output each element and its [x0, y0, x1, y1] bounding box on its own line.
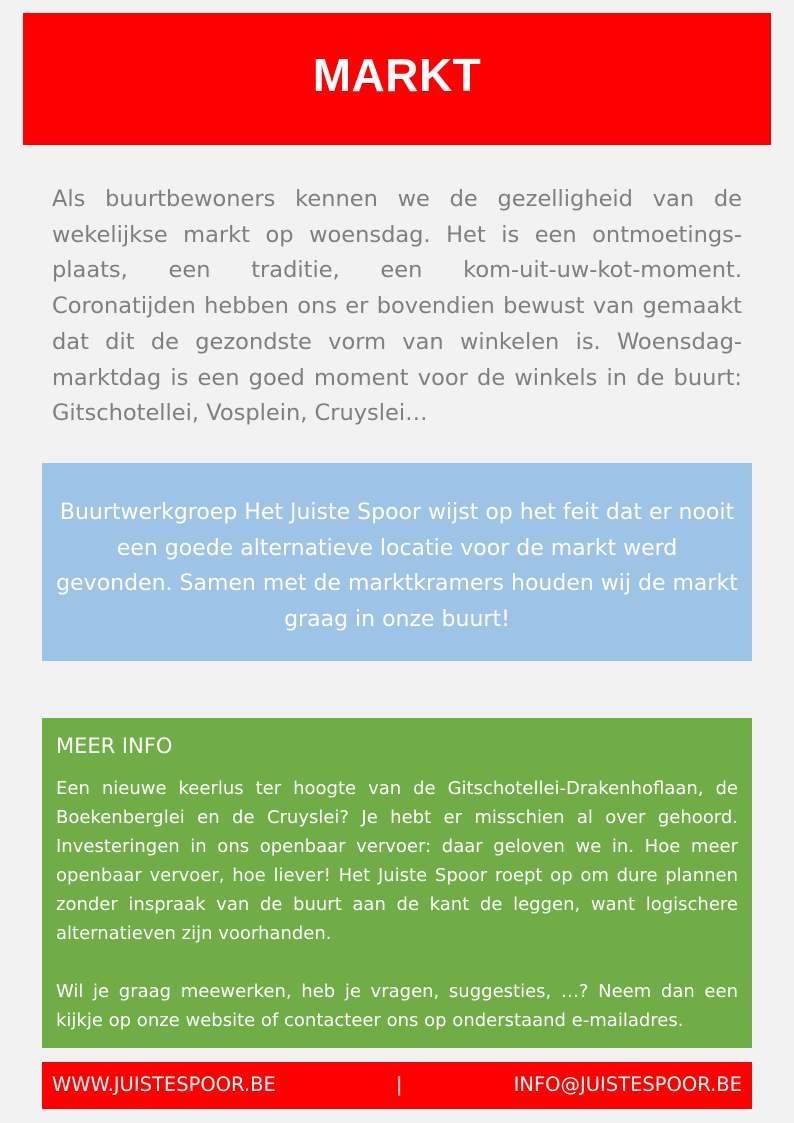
intro-paragraph: Als buurtbewoners kennen we de gezelligheid van de wekelijkse markt op woensdag. Het is een ontmoetings-plaats, een traditie, een kom-uit-uw-kot-moment. Coronatijden hebben ons er bovendien bewust van gemaakt dat dit de gezondste vorm van winkelen is. Woensdag-marktdag is een goed moment voor de winkels in de buurt: Gitschotellei, Vosplein, Cruyslei… — [52, 186, 742, 427]
title-banner — [23, 13, 771, 145]
footer-separator: | — [396, 1073, 403, 1096]
info-box — [42, 718, 752, 1048]
website-link[interactable]: WWW.JUISTESPOOR.BE — [52, 1073, 276, 1096]
email-link[interactable]: INFO@JUISTESPOOR.BE — [513, 1073, 742, 1096]
highlight-text: Buurtwerkgroep Het Juiste Spoor wijst op het feit dat er nooit een goede alternatieve locatie voor de markt werd gevonden. Samen met de marktkramers houden wij de markt graag in onze buurt! — [56, 500, 738, 632]
info-paragraph-2: Wil je graag meewerken, heb je vragen, suggesties, …? Neem dan een kijkje op onze website of contacteer ons op onderstaand e-mailadres. — [56, 981, 738, 1031]
highlight-box — [42, 463, 752, 661]
page-title: MARKT — [312, 49, 482, 101]
info-paragraph-1: Een nieuwe keerlus ter hoogte van de Gitschotellei-Drakenhoflaan, de Boekenberglei en de Cruyslei? Je hebt er misschien al over gehoord. Investeringen in ons openbaar vervoer: daar geloven we in. Hoe meer openbaar vervoer, hoe liever! Het Juiste Spoor roept op om dure plannen zonder inspraak van de buurt aan de kant de leggen, want logischere alternatieven zijn voorhanden. — [56, 778, 738, 944]
footer-bar — [42, 1062, 752, 1109]
info-heading: MEER INFO — [56, 734, 173, 758]
